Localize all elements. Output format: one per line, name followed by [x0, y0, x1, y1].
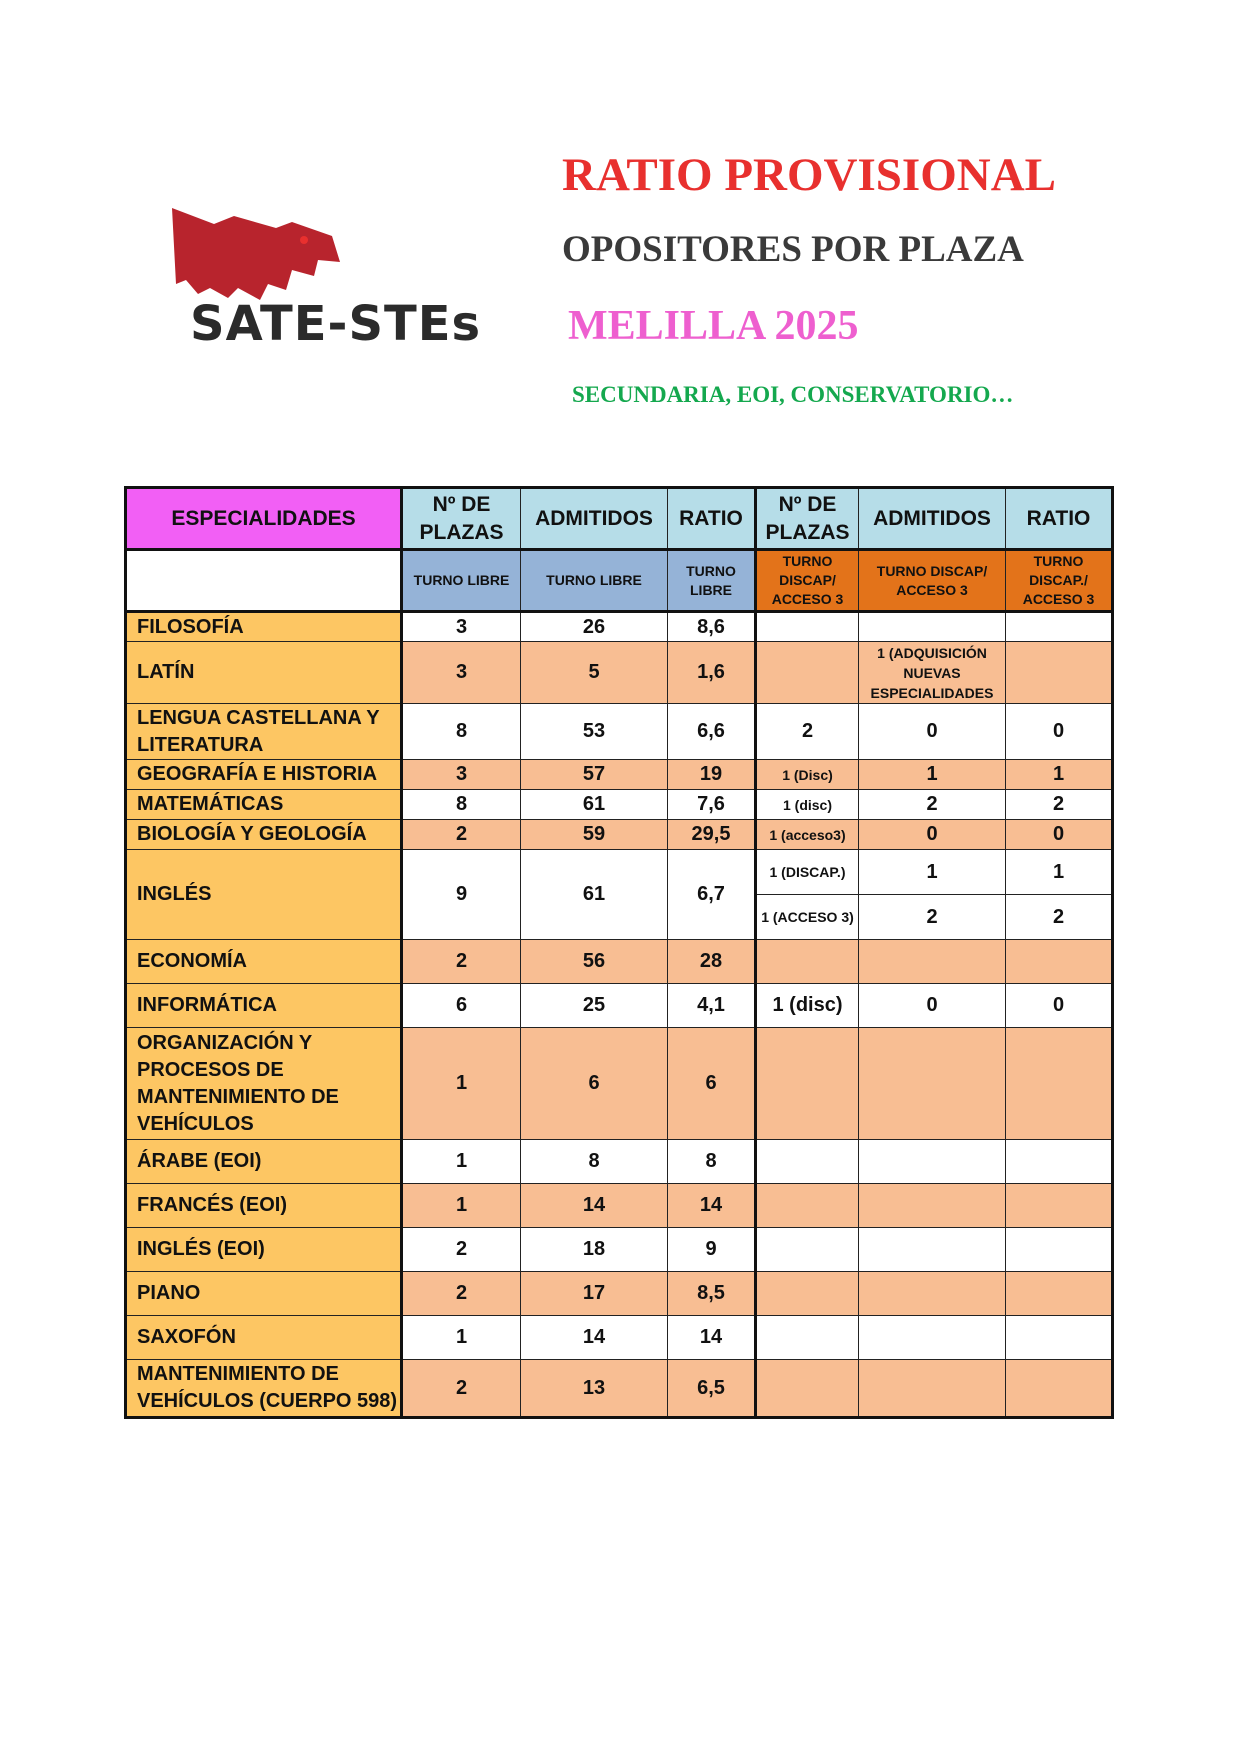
admitidos-discap [859, 612, 1006, 642]
ratio-libre: 28 [668, 940, 756, 984]
ratio-discap [1006, 940, 1113, 984]
admitidos-discap [859, 1028, 1006, 1140]
plazas-libre: 2 [402, 820, 521, 850]
table-row [126, 1184, 1113, 1228]
table-row [126, 984, 1113, 1028]
plazas-discap: 1 (DISCAP.) [756, 850, 859, 895]
ratio-libre: 8 [668, 1140, 756, 1184]
ratio-discap [1006, 1228, 1113, 1272]
plazas-discap: 2 [756, 704, 859, 760]
admitidos-discap [859, 1316, 1006, 1360]
admitidos-discap: 2 [859, 895, 1006, 940]
admitidos-discap [859, 940, 1006, 984]
table-row [126, 704, 1113, 760]
ratio-discap: 0 [1006, 820, 1113, 850]
subheader-turno-libre: TURNO LIBRE [521, 550, 668, 612]
plazas-discap [756, 1272, 859, 1316]
ratio-discap [1006, 1184, 1113, 1228]
plazas-libre: 3 [402, 642, 521, 704]
subheader-row [126, 550, 1113, 612]
admitidos-libre: 26 [521, 612, 668, 642]
subheader-blank [126, 550, 402, 612]
plazas-discap: 1 (Disc) [756, 760, 859, 790]
subheader-turno-libre: TURNO LIBRE [402, 550, 521, 612]
title-ratio-provisional: RATIO PROVISIONAL [562, 149, 1057, 201]
plazas-libre: 2 [402, 1272, 521, 1316]
header-admitidos-discap: ADMITIDOS [859, 488, 1006, 550]
ratio-libre: 6 [668, 1028, 756, 1140]
title-scope: SECUNDARIA, EOI, CONSERVATORIO… [572, 382, 1014, 407]
ratio-libre: 4,1 [668, 984, 756, 1028]
plazas-discap [756, 1184, 859, 1228]
admitidos-discap: 0 [859, 704, 1006, 760]
ratio-discap [1006, 1140, 1113, 1184]
plazas-discap: 1 (disc) [756, 984, 859, 1028]
header-admitidos-libre: ADMITIDOS [521, 488, 668, 550]
specialty-name: ÁRABE (EOI) [126, 1140, 402, 1184]
plazas-discap [756, 1140, 859, 1184]
admitidos-libre: 13 [521, 1360, 668, 1418]
table-row [126, 1028, 1113, 1140]
admitidos-discap [859, 1360, 1006, 1418]
admitidos-libre: 61 [521, 790, 668, 820]
admitidos-libre: 25 [521, 984, 668, 1028]
plazas-libre: 8 [402, 704, 521, 760]
ratio-discap: 2 [1006, 790, 1113, 820]
ratio-libre: 14 [668, 1184, 756, 1228]
header-row [126, 488, 1113, 550]
table-row [126, 850, 1113, 895]
specialty-name: INGLÉS (EOI) [126, 1228, 402, 1272]
ratio-libre: 9 [668, 1228, 756, 1272]
admitidos-libre: 6 [521, 1028, 668, 1140]
specialty-name: SAXOFÓN [126, 1316, 402, 1360]
admitidos-discap: 0 [859, 820, 1006, 850]
admitidos-libre: 56 [521, 940, 668, 984]
table-row [126, 1316, 1113, 1360]
subheader-turno-discap: TURNO DISCAP/ ACCESO 3 [859, 550, 1006, 612]
ratio-discap [1006, 1028, 1113, 1140]
table-row [126, 612, 1113, 642]
ratio-discap [1006, 642, 1113, 704]
specialty-name: INGLÉS [126, 850, 402, 940]
ratio-discap: 1 [1006, 850, 1113, 895]
specialty-name: MATEMÁTICAS [126, 790, 402, 820]
ratio-libre: 7,6 [668, 790, 756, 820]
admitidos-libre: 61 [521, 850, 668, 940]
specialty-name: FILOSOFÍA [126, 612, 402, 642]
plazas-discap [756, 1360, 859, 1418]
subheader-turno-libre: TURNO LIBRE [668, 550, 756, 612]
specialty-name: FRANCÉS (EOI) [126, 1184, 402, 1228]
plazas-discap [756, 940, 859, 984]
flag-icon [164, 204, 354, 304]
admitidos-discap: 1 (ADQUISICIÓN NUEVAS ESPECIALIDADES [859, 642, 1006, 704]
table-row [126, 1140, 1113, 1184]
ratio-discap [1006, 1272, 1113, 1316]
subheader-turno-discap: TURNO DISCAP/ ACCESO 3 [756, 550, 859, 612]
ratio-discap: 0 [1006, 704, 1113, 760]
specialty-name: MANTENIMIENTO DE VEHÍCULOS (CUERPO 598) [126, 1360, 402, 1418]
ratio-libre: 14 [668, 1316, 756, 1360]
header-plazas-libre: Nº DE PLAZAS [402, 488, 521, 550]
plazas-libre: 2 [402, 940, 521, 984]
ratio-table [124, 486, 1114, 1419]
admitidos-discap: 2 [859, 790, 1006, 820]
plazas-libre: 3 [402, 760, 521, 790]
plazas-discap: 1 (acceso3) [756, 820, 859, 850]
table-row [126, 1360, 1113, 1418]
ratio-discap [1006, 1360, 1113, 1418]
admitidos-discap [859, 1272, 1006, 1316]
specialty-name: LENGUA CASTELLANA Y LITERATURA [126, 704, 402, 760]
admitidos-libre: 59 [521, 820, 668, 850]
ratio-discap [1006, 612, 1113, 642]
admitidos-discap: 0 [859, 984, 1006, 1028]
plazas-libre: 6 [402, 984, 521, 1028]
specialty-name: LATÍN [126, 642, 402, 704]
subheader-turno-discap: TURNO DISCAP./ ACCESO 3 [1006, 550, 1113, 612]
table-row [126, 1228, 1113, 1272]
admitidos-discap [859, 1228, 1006, 1272]
ratio-libre: 6,5 [668, 1360, 756, 1418]
table-row [126, 820, 1113, 850]
admitidos-libre: 53 [521, 704, 668, 760]
ratio-discap [1006, 1316, 1113, 1360]
title-opositores: OPOSITORES POR PLAZA [562, 229, 1024, 270]
admitidos-libre: 14 [521, 1316, 668, 1360]
logo-text: SATE-STEs [190, 296, 482, 352]
ratio-libre: 8,5 [668, 1272, 756, 1316]
ratio-discap: 2 [1006, 895, 1113, 940]
table-row [126, 940, 1113, 984]
sate-stes-logo [160, 200, 480, 350]
header-especialidades: ESPECIALIDADES [126, 488, 402, 550]
admitidos-libre: 57 [521, 760, 668, 790]
ratio-libre: 19 [668, 760, 756, 790]
admitidos-discap: 1 [859, 850, 1006, 895]
plazas-libre: 1 [402, 1184, 521, 1228]
admitidos-discap [859, 1184, 1006, 1228]
plazas-libre: 1 [402, 1028, 521, 1140]
ratio-libre: 6,6 [668, 704, 756, 760]
table-row [126, 790, 1113, 820]
plazas-libre: 2 [402, 1360, 521, 1418]
plazas-libre: 9 [402, 850, 521, 940]
ratio-discap: 1 [1006, 760, 1113, 790]
table-row [126, 760, 1113, 790]
admitidos-libre: 5 [521, 642, 668, 704]
ratio-libre: 29,5 [668, 820, 756, 850]
table-row [126, 1272, 1113, 1316]
plazas-discap [756, 1316, 859, 1360]
plazas-libre: 8 [402, 790, 521, 820]
ratio-libre: 8,6 [668, 612, 756, 642]
admitidos-libre: 17 [521, 1272, 668, 1316]
plazas-libre: 2 [402, 1228, 521, 1272]
plazas-discap [756, 612, 859, 642]
plazas-discap: 1 (ACCESO 3) [756, 895, 859, 940]
specialty-name: ORGANIZACIÓN Y PROCESOS DE MANTENIMIENTO DE VEHÍCULOS [126, 1028, 402, 1140]
specialty-name: ECONOMÍA [126, 940, 402, 984]
specialty-name: PIANO [126, 1272, 402, 1316]
specialty-name: INFORMÁTICA [126, 984, 402, 1028]
table-row [126, 642, 1113, 704]
ratio-discap: 0 [1006, 984, 1113, 1028]
header-ratio-discap: RATIO [1006, 488, 1113, 550]
admitidos-discap [859, 1140, 1006, 1184]
admitidos-libre: 18 [521, 1228, 668, 1272]
admitidos-libre: 8 [521, 1140, 668, 1184]
plazas-libre: 1 [402, 1316, 521, 1360]
specialty-name: GEOGRAFÍA E HISTORIA [126, 760, 402, 790]
admitidos-discap: 1 [859, 760, 1006, 790]
plazas-discap [756, 642, 859, 704]
plazas-discap [756, 1228, 859, 1272]
plazas-libre: 3 [402, 612, 521, 642]
plazas-libre: 1 [402, 1140, 521, 1184]
plazas-discap: 1 (disc) [756, 790, 859, 820]
header-plazas-discap: Nº DE PLAZAS [756, 488, 859, 550]
ratio-libre: 6,7 [668, 850, 756, 940]
header-ratio-libre: RATIO [668, 488, 756, 550]
title-melilla: MELILLA 2025 [568, 303, 859, 349]
ratio-libre: 1,6 [668, 642, 756, 704]
specialty-name: BIOLOGÍA Y GEOLOGÍA [126, 820, 402, 850]
plazas-discap [756, 1028, 859, 1140]
admitidos-libre: 14 [521, 1184, 668, 1228]
